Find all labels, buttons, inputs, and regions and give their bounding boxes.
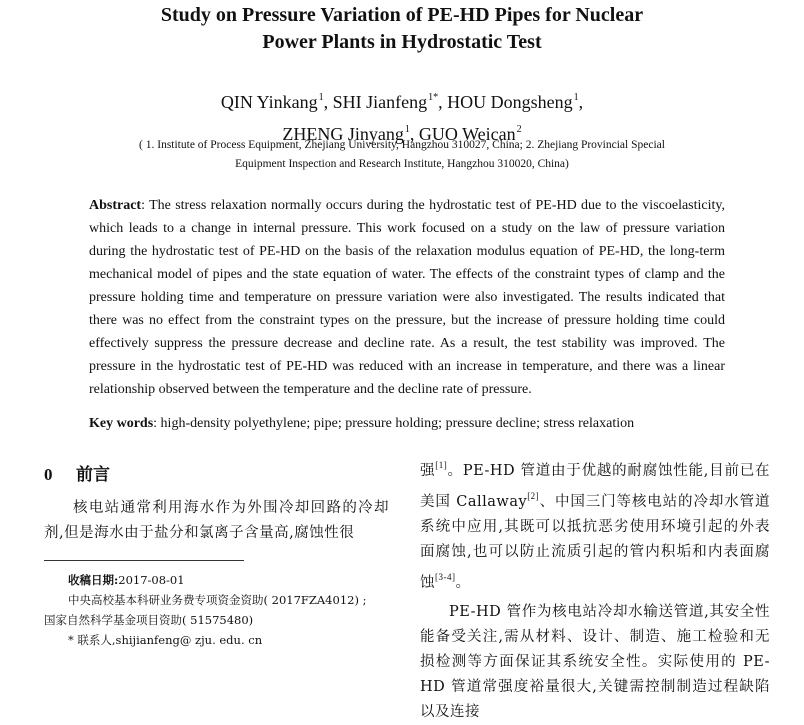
text-run: 。PE-HD 管道由于优越的耐腐蚀性能,目前已在美国 Callaway xyxy=(420,463,771,510)
affiliations xyxy=(90,136,714,174)
citation[interactable]: [3-4] xyxy=(435,572,456,582)
keywords-label: Key words xyxy=(89,416,154,431)
left-column xyxy=(44,462,389,546)
footnote-fund-1: 中央高校基本科研业务费专项资金资助( 2017FZA4012) ; xyxy=(68,593,367,607)
text-run: 强 xyxy=(420,463,436,479)
footnote-divider xyxy=(44,560,244,561)
footnote-received xyxy=(44,570,394,590)
abstract-text: : The stress relaxation normally occurs during the hydrostatic test of PE-HD due to the viscoelasticity, which leads to a change in internal pressure. This work focused on a study on the law of pressure variation during the hydrostatic test of PE-HD on the basis of the relaxation modulus equation of PE-HD, the long-term mechanical model of pipes and the state equation of water. The effects of the constraint types of clamp and the pressure holding time and temperature on pressure variation were also investigated. The results indicated that there was no effect from the constraint types on the pressure, but the increase of pressure holding time could effectively suppress the pressure decrease and decline rate. As a result, the test stability was improved. The pressure in the hydrostatic test of PE-HD was reduced with an increase in temperature, and there was a linear relationship observed between the temperature and the decline rate of pressure. xyxy=(89,198,725,397)
affiliation-line-1: ( 1. Institute of Process Equipment, Zhejiang University, Hangzhou 310027, China; 2. Zhejiang Provincial Special xyxy=(139,139,665,151)
author-name: GUO Weican xyxy=(418,124,516,144)
second-paragraph: PE-HD 管作为核电站冷却水输送管道,其安全性能备受关注,需从材料、设计、制造、施工检验和无损检测等方面保证其系统安全性。实际使用的 PE-HD 管道常强度裕量很大,关键需控制制造过程缺陷以及连接 xyxy=(420,604,770,720)
received-label: 收稿日期: xyxy=(68,573,119,587)
footnote-contact: * 联系人,shijianfeng@ zju. edu. cn xyxy=(68,633,263,647)
author-affil-mark: 1* xyxy=(428,92,439,103)
author-affil-mark: 1 xyxy=(404,124,410,135)
author-name: HOU Dongsheng xyxy=(447,92,573,112)
author-affil-mark: 2 xyxy=(516,124,522,135)
abstract-label: Abstract xyxy=(89,198,142,213)
received-date: 2017-08-01 xyxy=(118,573,185,587)
title-line-2: Power Plants in Hydrostatic Test xyxy=(262,31,542,53)
intro-paragraph-continued xyxy=(420,453,770,596)
citation[interactable]: [2] xyxy=(527,491,540,501)
footnote-fund-2: 国家自然科学基金项目资助( 51575480) xyxy=(44,613,254,627)
intro-paragraph: 核电站通常利用海水作为外围冷却回路的冷却剂,但是海水由于盐分和氯离子含量高,腐蚀性很 xyxy=(44,500,389,541)
author-affil-mark: 1 xyxy=(573,92,579,103)
right-column xyxy=(420,453,770,725)
section-heading xyxy=(44,462,389,488)
author-line-1: QIN Yinkang$^1$, SHI Jianfeng$^{1*}$, HOU Dongsheng$^1$, xyxy=(220,92,584,112)
author-name: SHI Jianfeng xyxy=(332,92,428,112)
affiliation-line-2: Equipment Inspection and Research Institute, Hangzhou 310020, China) xyxy=(235,158,569,170)
author-affil-mark: 1 xyxy=(318,92,324,103)
citation[interactable]: [1] xyxy=(435,460,448,470)
keywords xyxy=(89,412,725,435)
author-name: QIN Yinkang xyxy=(220,92,318,112)
section-title: 前言 xyxy=(76,465,110,485)
text-run: 、中国三门等核电站的冷却水管道系统中应用,其既可以抵抗恶劣使用环境引起的外表面腐蚀,也可以防止流质引起的管内积垢和内表面腐蚀 xyxy=(420,494,770,591)
text-run: 。 xyxy=(455,575,471,591)
keywords-text: : high-density polyethylene; pipe; pressure holding; pressure decline; stress relaxation xyxy=(153,416,635,431)
abstract xyxy=(89,194,725,401)
title-line-1: Study on Pressure Variation of PE-HD Pipes for Nuclear xyxy=(160,4,644,26)
section-number: 0 xyxy=(44,465,53,484)
author-name: ZHENG Jinyang xyxy=(282,124,404,144)
footnote xyxy=(44,570,394,650)
paper-title xyxy=(0,2,804,56)
author-line-2: ZHENG Jinyang$^1$, GUO Weican$^2$ xyxy=(282,124,522,144)
